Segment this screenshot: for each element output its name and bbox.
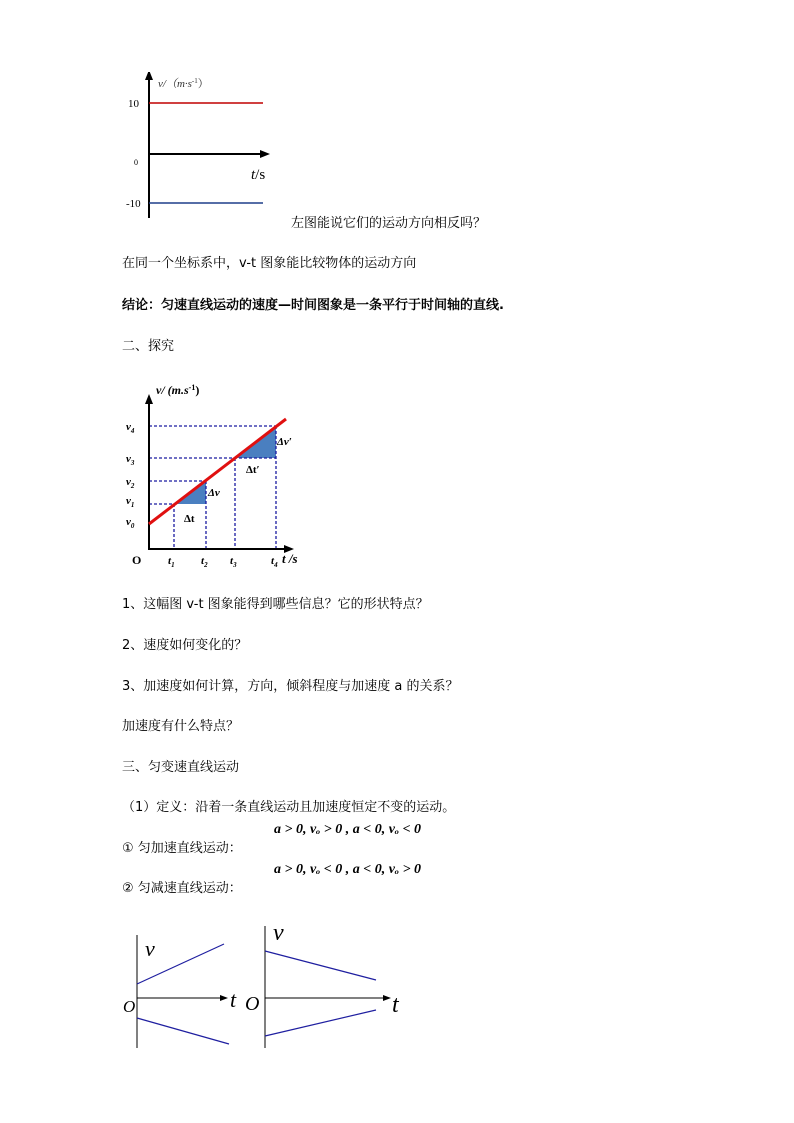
tick-t3: $t_3$: [230, 555, 237, 569]
question-1: 1、这幅图 v-t 图象能得到哪些信息？它的形状特点？: [122, 597, 429, 612]
tick-t2: $t_2$: [201, 555, 208, 569]
conclusion: 结论：匀速直线运动的速度—时间图象是一条平行于时间轴的直线.: [122, 298, 504, 313]
delta-v-label: Δv: [208, 487, 220, 499]
figure-uniform-velocity: [118, 72, 288, 222]
question-4: 加速度有什么特点？: [122, 719, 240, 734]
v-label: v: [273, 920, 284, 946]
tick-v0: $v_0$: [126, 516, 135, 530]
upper-sketch-line: [265, 951, 376, 980]
lower-sketch-line: [265, 1010, 376, 1036]
tick-v2: $v_2$: [126, 476, 135, 490]
figure-decelerating-sketch: [244, 918, 414, 1050]
x-arrow: [220, 995, 228, 1001]
question-3: 3、加速度如何计算，方向，倾斜程度与加速度 a 的关系？: [122, 679, 459, 694]
question-direction: 左图能说它们的运动方向相反吗？: [291, 216, 487, 231]
origin-label: O: [132, 553, 142, 567]
y-arrow: [145, 72, 153, 80]
y-axis-label: v/ $(m.s^{-1})$: [156, 383, 200, 397]
y-arrow: [145, 394, 153, 404]
question-2: 2、速度如何变化的？: [122, 638, 248, 653]
accel-condition: a > 0, vₒ > 0 , a < 0, vₒ < 0: [274, 822, 422, 837]
velocity-line: [149, 419, 286, 524]
section-2-heading: 二、探究: [122, 339, 175, 354]
line-compare: 在同一个坐标系中，v-t 图象能比较物体的运动方向: [122, 256, 417, 271]
figure-accelerating-sketch: [118, 930, 258, 1050]
x-axis-label: t /s: [282, 551, 298, 566]
x-arrow: [260, 150, 270, 158]
delta-t-label: Δt: [184, 513, 195, 525]
accel-label: ① 匀加速直线运动：: [122, 841, 242, 856]
decel-condition: a > 0, vₒ < 0 , a < 0, vₒ > 0: [274, 862, 422, 877]
decel-label: ② 匀减速直线运动：: [122, 881, 242, 896]
tick-v3: $v_3$: [126, 453, 135, 467]
tick-t1: $t_1$: [168, 555, 175, 569]
definition: （1）定义：沿着一条直线运动且加速度恒定不变的运动。: [122, 800, 456, 815]
v-label: v: [145, 936, 155, 961]
figure-uniform-acceleration: [118, 378, 318, 573]
tick-t4: $t_4$: [271, 555, 278, 569]
t-label: t: [230, 987, 237, 1012]
y-axis-label: $v/(m\cdot s^{-1})$: [158, 77, 209, 90]
delta-v-prime-label: Δv′: [277, 436, 292, 448]
tick-0: 0: [134, 158, 138, 167]
lower-sketch-line: [137, 1018, 229, 1044]
tick-10: 10: [128, 98, 139, 110]
origin-label: O: [245, 993, 260, 1015]
tick-neg10: -10: [126, 198, 141, 210]
t-label: t: [392, 992, 399, 1018]
tick-v1: $v_1$: [126, 495, 135, 509]
section-3-heading: 三、匀变速直线运动: [122, 760, 240, 775]
x-arrow: [383, 995, 391, 1001]
tick-v4: $v_4$: [126, 421, 135, 435]
delta-t-prime-label: Δt′: [246, 464, 260, 476]
x-axis-label: t/s: [251, 167, 266, 183]
origin-label: O: [123, 997, 136, 1016]
